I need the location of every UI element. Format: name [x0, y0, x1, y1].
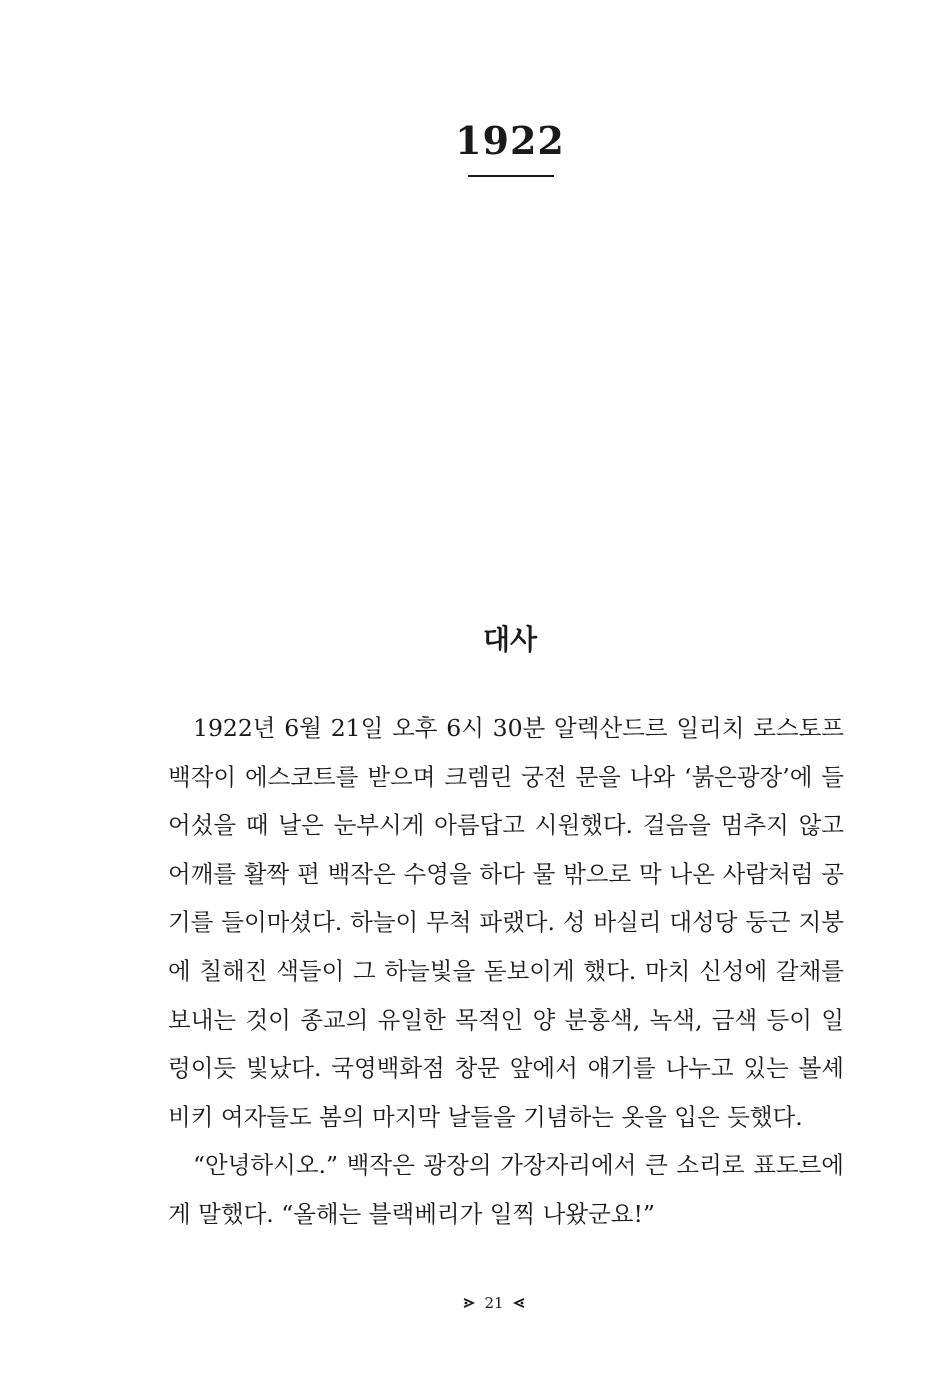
ornament-left-icon: [462, 1296, 476, 1310]
paragraph: 1922년 6월 21일 오후 6시 30분 알렉산드르 일리치 로스토프 백작이 에스코트를 받으며 크렘린 궁전 문을 나와 ‘붉은광장’에 들어섰을 때 날은 눈부시게 아름답고 시원했다. 걸음을 멈추지 않고 어깨를 활짝 편 백작은 수영을 하다 물 밖으로 막 나온 사람처럼 공기를 들이마셨다. 하늘이 무척 파랬다. 성 바실리 대성당 둥근 지붕에 칠해진 색들이 그 하늘빛을 돋보이게 했다. 마치 신성에 갈채를 보내는 것이 종교의 유일한 목적인 양 분홍색, 녹색, 금색 등이 일렁이듯 빛났다. 국영백화점 창문 앞에서 얘기를 나누고 있는 볼셰비키 여자들도 봄의 마지막 날들을 기념하는 옷을 입은 듯했다.: [168, 714, 844, 1131]
title-underline: [468, 175, 554, 177]
ornament-right-icon: [512, 1296, 526, 1310]
page-number: 21: [484, 1294, 504, 1312]
year-title: 1922: [455, 118, 565, 163]
paragraph: “안녕하시오.” 백작은 광장의 가장자리에서 큰 소리로 표도르에게 말했다. “올해는 블랙베리가 일찍 나왔군요!”: [168, 1151, 844, 1228]
chapter-heading: 대사: [482, 623, 538, 656]
page-footer: [448, 1294, 540, 1312]
body-text: [168, 704, 844, 1239]
